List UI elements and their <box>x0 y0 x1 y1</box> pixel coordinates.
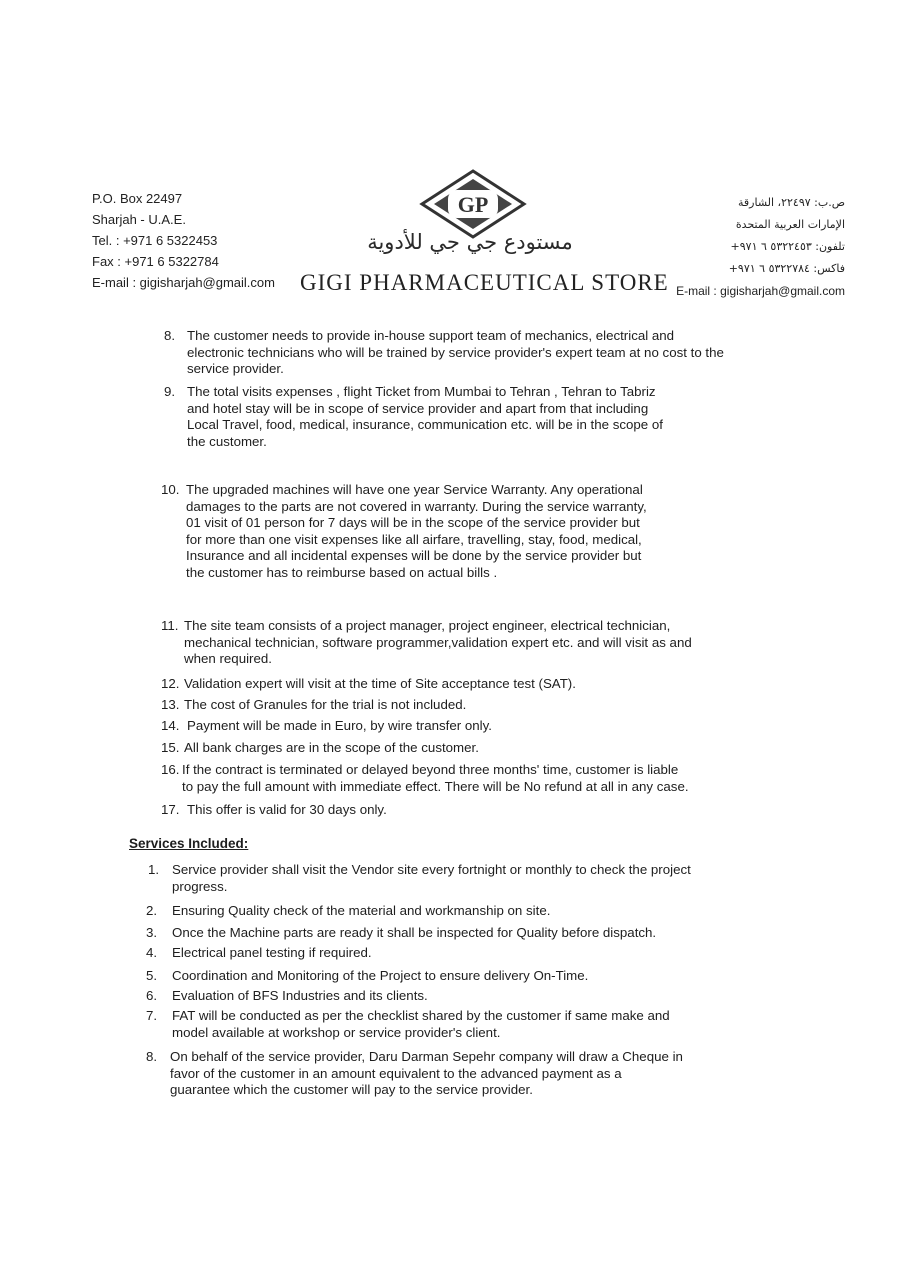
item-line: The cost of Granules for the trial is not included. <box>184 697 467 712</box>
item-line: when required. <box>184 651 272 666</box>
item-number: 3. <box>146 925 158 940</box>
po-box-arabic: ص.ب: ٢٢٤٩٧، الشارقة <box>738 196 845 209</box>
email-right: E-mail : gigisharjah@gmail.com <box>676 284 845 298</box>
item-line: FAT will be conducted as per the checklist shared by the customer if same make and <box>172 1008 670 1023</box>
brand-name-english: GIGI PHARMACEUTICAL STORE <box>300 270 669 295</box>
item-number: 13. <box>161 697 180 712</box>
header-contact-right <box>676 192 845 302</box>
services-heading: Services Included: <box>129 836 249 851</box>
item-line: for more than one visit expenses like all airfare, travelling, stay, food, medical, <box>186 531 642 547</box>
item-number: 8. <box>164 328 176 343</box>
item-line: Validation expert will visit at the time of Site acceptance test (SAT). <box>184 676 576 691</box>
po-box: P.O. Box 22497 <box>92 191 183 206</box>
item-line: the customer has to reimburse based on actual bills . <box>186 564 498 580</box>
item-line: The site team consists of a project manager, project engineer, electrical technician, <box>184 618 671 633</box>
item-line: favor of the customer in an amount equivalent to the advanced payment as a <box>170 1065 622 1081</box>
telephone-arabic: تلفون: ٥٣٢٢٤٥٣ ٦ ٩٧١+ <box>730 240 845 253</box>
item-line: guarantee which the customer will pay to the service provider. <box>170 1082 533 1097</box>
item-number: 2. <box>146 903 158 918</box>
item-number: 16. <box>161 762 180 777</box>
item-line: On behalf of the service provider, Daru Darman Sepehr company will draw a Cheque in <box>170 1049 683 1064</box>
item-line: to pay the full amount with immediate effect. There will be No refund at all in any case. <box>182 778 689 794</box>
item-line: Payment will be made in Euro, by wire transfer only. <box>187 718 492 733</box>
item-line: damages to the parts are not covered in warranty. During the service warranty, <box>186 498 647 514</box>
item-number: 5. <box>146 968 158 983</box>
fax: Fax : +971 6 5322784 <box>92 254 219 269</box>
item-number: 17. <box>161 802 180 817</box>
item-number: 6. <box>146 988 158 1003</box>
logo-text: GP <box>457 192 489 217</box>
item-line: Electrical panel testing if required. <box>172 945 372 960</box>
fax-arabic: فاكس: ٥٣٢٢٧٨٤ ٦ ٩٧١+ <box>728 262 845 275</box>
item-line: Local Travel, food, medical, insurance, communication etc. will be in the scope of <box>187 417 663 432</box>
item-line: Evaluation of BFS Industries and its clients. <box>172 988 428 1003</box>
item-line: 01 visit of 01 person for 7 days will be in the scope of the service provider but <box>186 515 640 530</box>
item-line: progress. <box>172 878 228 894</box>
telephone: Tel. : +971 6 5322453 <box>92 233 218 248</box>
item-line: The upgraded machines will have one year Service Warranty. Any operational <box>186 482 643 497</box>
brand-name-arabic: مستودع جي جي للأدوية <box>367 230 573 254</box>
item-number: 9. <box>164 384 176 399</box>
item-line: This offer is valid for 30 days only. <box>187 802 387 817</box>
item-line: mechanical technician, software programmer,validation expert etc. and will visit as and <box>184 634 692 650</box>
email: E-mail : gigisharjah@gmail.com <box>92 275 275 290</box>
item-number: 12. <box>161 676 180 691</box>
item-number: 14. <box>161 718 180 733</box>
header-contact-left <box>92 188 275 293</box>
item-line: If the contract is terminated or delayed beyond three months' time, customer is liable <box>182 762 679 777</box>
item-number: 15. <box>161 740 180 755</box>
item-number: 4. <box>146 945 158 960</box>
item-line: Ensuring Quality check of the material and workmanship on site. <box>172 903 551 918</box>
item-number: 1. <box>148 862 160 877</box>
item-line: Coordination and Monitoring of the Project to ensure delivery On-Time. <box>172 968 589 983</box>
item-line: Insurance and all incidental expenses will be done by the service provider but <box>186 548 642 563</box>
item-number: 11. <box>161 618 179 633</box>
item-line: model available at workshop or service provider's client. <box>172 1024 501 1040</box>
item-line: electronic technicians who will be trained by service provider's expert team at no cost to the <box>187 344 724 360</box>
item-line: The customer needs to provide in-house support team of mechanics, electrical and <box>187 328 675 343</box>
item-line: All bank charges are in the scope of the customer. <box>184 740 479 755</box>
country-arabic: الإمارات العربية المتحدة <box>735 218 845 231</box>
item-number: 10. <box>161 482 180 497</box>
item-line: Once the Machine parts are ready it shall be inspected for Quality before dispatch. <box>172 925 657 940</box>
item-line: the customer. <box>187 433 267 449</box>
item-line: Service provider shall visit the Vendor site every fortnight or monthly to check the project <box>172 862 691 877</box>
item-line: and hotel stay will be in scope of service provider and apart from that including <box>187 400 649 416</box>
item-number: 8. <box>146 1049 158 1064</box>
item-line: service provider. <box>187 361 284 376</box>
item-line: The total visits expenses , flight Ticket from Mumbai to Tehran , Tehran to Tabriz <box>187 384 656 399</box>
item-number: 7. <box>146 1008 158 1023</box>
city: Sharjah - U.A.E. <box>92 212 186 227</box>
